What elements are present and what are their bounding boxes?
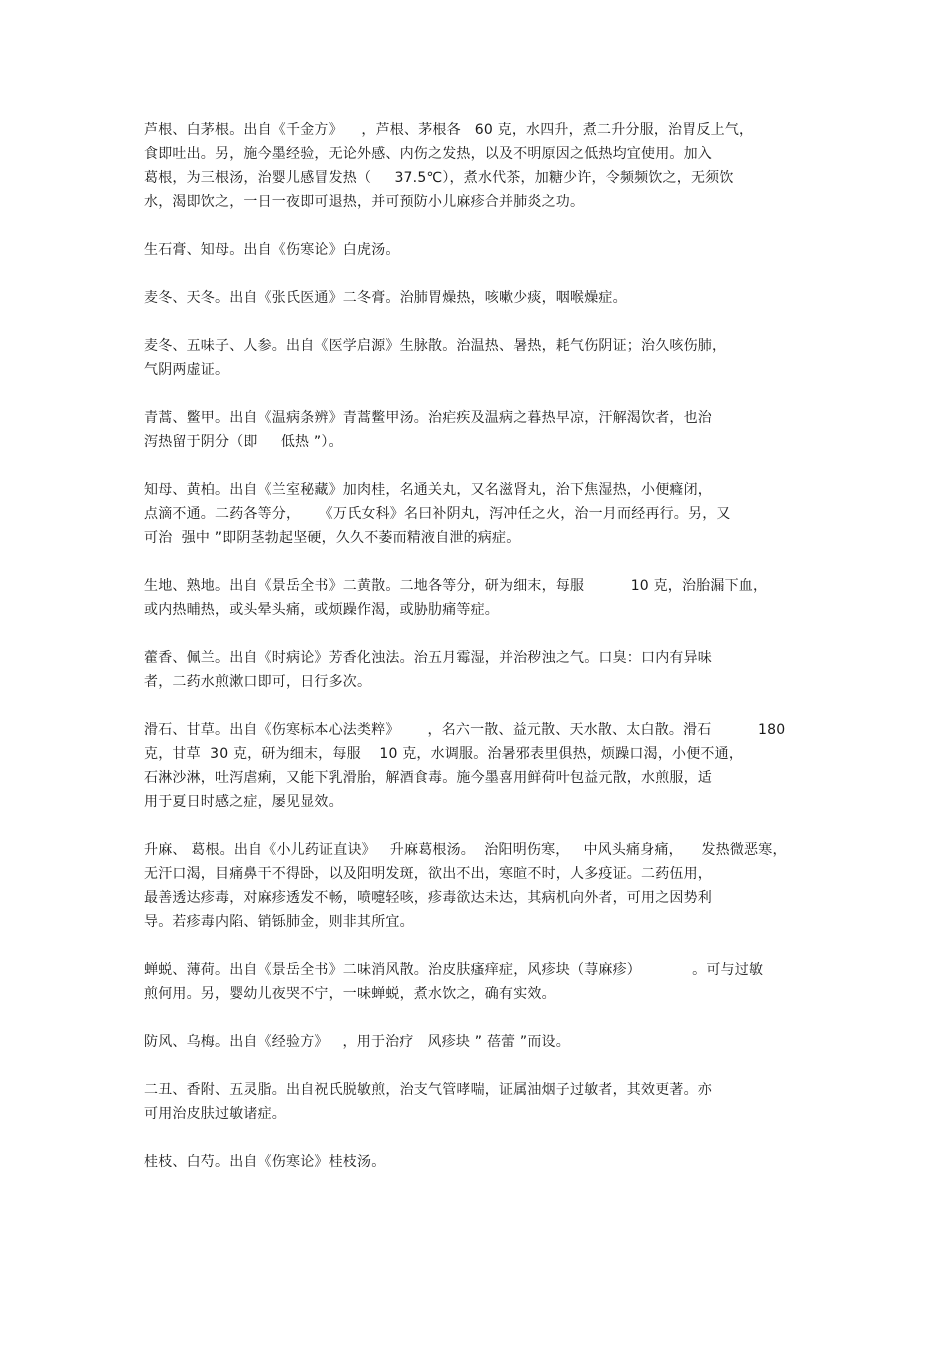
text-line: 滑石、甘草。出自《伤寒标本心法类粹》 ，名六一散、益元散、天水散、太白散。滑石 180 (144, 722, 786, 738)
text-line: 用于夏日时感之症，屡见显效。 (144, 794, 343, 810)
text-line: 食即吐出。另，施今墨经验，无论外感、内伤之发热，以及不明原因之低热均宜使用。加入 (144, 146, 712, 162)
text-line: 可用治皮肤过敏诸症。 (144, 1106, 286, 1122)
paragraph (144, 286, 814, 310)
text-line: 无汗口渴，目痛鼻干不得卧，以及阳明发斑，欲出不出，寒暄不时，人多疫证。二药伍用， (144, 866, 712, 882)
paragraph (144, 1030, 814, 1054)
text-line: 升麻、 葛根。出自《小儿药证直诀》 升麻葛根汤。 治阳明伤寒， 中风头痛身痛， 发热微恶寒， (144, 842, 787, 858)
paragraph (144, 238, 814, 262)
text-line: 二丑、香附、五灵脂。出自祝氏脱敏煎，治支气管哮喘，证属油烟子过敏者，其效更著。亦 (144, 1082, 712, 1098)
paragraph (144, 1150, 814, 1174)
paragraph (144, 838, 814, 934)
paragraph (144, 646, 814, 694)
paragraph (144, 574, 814, 622)
text-line: 点滴不通。二药各等分， 《万氏女科》名曰补阴丸，泻冲任之火，治一月而经再行。另，又 (144, 506, 731, 522)
text-line: 麦冬、天冬。出自《张氏医通》二冬膏。治肺胃燥热，咳嗽少痰，咽喉燥症。 (144, 290, 627, 306)
text-line: 克，甘草 30 克，研为细末，每服 10 克，水调服。治暑邪表里俱热，烦躁口渴，小便不通， (144, 746, 744, 762)
paragraph (144, 718, 814, 814)
text-line: 麦冬、五味子、人参。出自《医学启源》生脉散。治温热、暑热，耗气伤阴证；治久咳伤肺， (144, 338, 727, 354)
text-line: 蝉蜕、薄荷。出自《景岳全书》二味消风散。治皮肤瘙痒症，风疹块（荨麻疹） 。可与过敏 (144, 962, 764, 978)
paragraph (144, 1078, 814, 1126)
document-body (144, 118, 814, 1198)
text-line: 青蒿、鳖甲。出自《温病条辨》青蒿鳖甲汤。治疟疾及温病之暮热早凉，汗解渴饮者，也治 (144, 410, 712, 426)
text-line: 水，渴即饮之，一日一夜即可退热，并可预防小儿麻疹合并肺炎之功。 (144, 194, 585, 210)
paragraph (144, 118, 814, 214)
text-line: 气阴两虚证。 (144, 362, 230, 378)
text-line: 煎何用。另，婴幼儿夜哭不宁，一味蝉蜕，煮水饮之，确有实效。 (144, 986, 556, 1002)
text-line: 者，二药水煎漱口即可，日行多次。 (144, 674, 372, 690)
text-line: 藿香、佩兰。出自《时病论》芳香化浊法。治五月霉湿，并治秽浊之气。口臭：口内有异味 (144, 650, 712, 666)
text-line: 芦根、白茅根。出自《千金方》 ，芦根、茅根各 60 克，水四升，煮二升分服，治胃反上气， (144, 122, 754, 138)
text-line: 生地、熟地。出自《景岳全书》二黄散。二地各等分，研为细末，每服 10 克，治胎漏下血， (144, 578, 768, 594)
paragraph (144, 478, 814, 550)
text-line: 最善透达疹毒，对麻疹透发不畅，喷嚏轻咳，疹毒欲达未达，其病机向外者，可用之因势利 (144, 890, 712, 906)
text-line: 石淋沙淋，吐泻虐痢，又能下乳滑胎，解酒食毒。施今墨喜用鲜荷叶包益元散，水煎服，适 (144, 770, 712, 786)
text-line: 导。若疹毒内陷、销铄肺金，则非其所宜。 (144, 914, 414, 930)
text-line: 葛根，为三根汤，治婴儿感冒发热（ 37.5℃），煮水代茶，加糖少许，令频频饮之，无须饮 (144, 170, 734, 186)
text-line: 可治 强中 ”即阴茎勃起坚硬，久久不萎而精液自泄的病症。 (144, 530, 521, 546)
text-line: 生石膏、知母。出自《伤寒论》白虎汤。 (144, 242, 400, 258)
text-line: 或内热晡热，或头晕头痛，或烦躁作渴，或胁肋痛等症。 (144, 602, 499, 618)
paragraph (144, 406, 814, 454)
paragraph (144, 958, 814, 1006)
text-line: 知母、黄柏。出自《兰室秘藏》加肉桂，名通关丸，又名滋肾丸，治下焦湿热，小便癃闭， (144, 482, 712, 498)
text-line: 防风、乌梅。出自《经验方》 ，用于治疗 风疹块 ” 蓓蕾 ”而设。 (144, 1034, 570, 1050)
text-line: 桂枝、白芍。出自《伤寒论》桂枝汤。 (144, 1154, 386, 1170)
text-line: 泻热留于阴分（即 低热 ”）。 (144, 434, 343, 450)
paragraph (144, 334, 814, 382)
